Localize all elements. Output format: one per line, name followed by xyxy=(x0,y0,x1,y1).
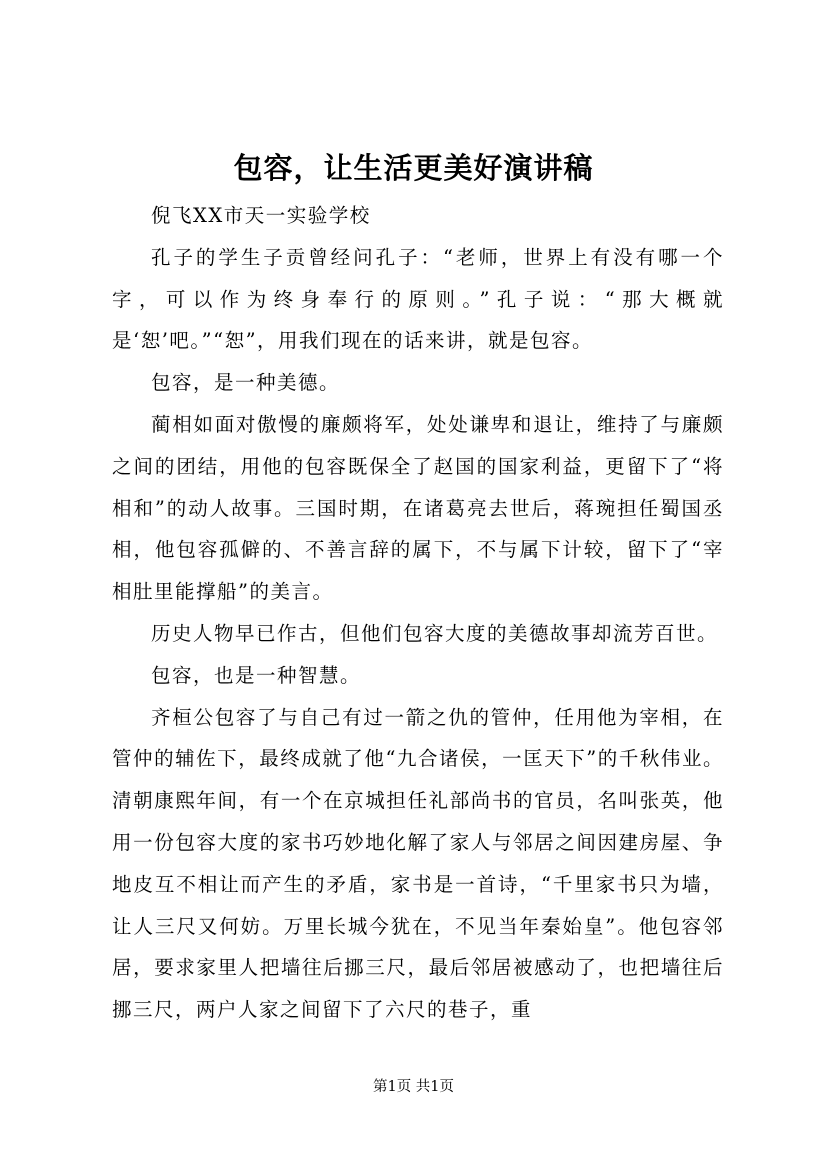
paragraph: 包容，也是一种智慧。 xyxy=(151,663,362,687)
paragraph: 包容，是一种美德。 xyxy=(151,371,341,395)
document-body xyxy=(112,195,724,1031)
paragraph: 蔺相如面对傲慢的廉颇将军，处处谦卑和退让，维持了与廉颇之间的团结，用他的包容既保全了赵国的国家利益，更留下了“将相和”的动人故事。三国时期，在诸葛亮去世后，蒋琬担任蜀国丞相，他包容孤僻的、不善言辞的属下，不与属下计较，留下了“宰相肚里能撑船”的美言。 xyxy=(112,412,724,604)
paragraph: 孔子的学生子贡曾经问孔子：“老师，世界上有没有哪一个字，可以作为终身奉行的原则。”孔子说：“那大概就是‘恕’吧。”“恕”，用我们现在的话来讲，就是包容。 xyxy=(112,245,724,353)
paragraph: 齐桓公包容了与自己有过一箭之仇的管仲，任用他为宰相，在管仲的辅佐下，最终成就了他“九合诸侯，一匡天下”的千秋伟业。清朝康熙年间，有一个在京城担任礼部尚书的官员，名叫张英，他用一份包容大度的家书巧妙地化解了家人与邻居之间因建房屋、争地皮互不相让而产生的矛盾，家书是一首诗，“千里家书只为墙，让人三尺又何妨。万里长城今犹在，不见当年秦始皇”。他包容邻居，要求家里人把墙往后挪三尺，最后邻居被感动了，也把墙往后挪三尺，两户人家之间留下了六尺的巷子，重 xyxy=(112,705,724,1022)
paragraph: 历史人物早已作古，但他们包容大度的美德故事却流芳百世。 xyxy=(151,621,719,645)
document-title: 包容，让生活更美好演讲稿 xyxy=(233,151,594,185)
author-line: 倪飞XX市天一实验学校 xyxy=(151,204,371,227)
page-footer: 第1页 共1页 xyxy=(372,1079,455,1095)
